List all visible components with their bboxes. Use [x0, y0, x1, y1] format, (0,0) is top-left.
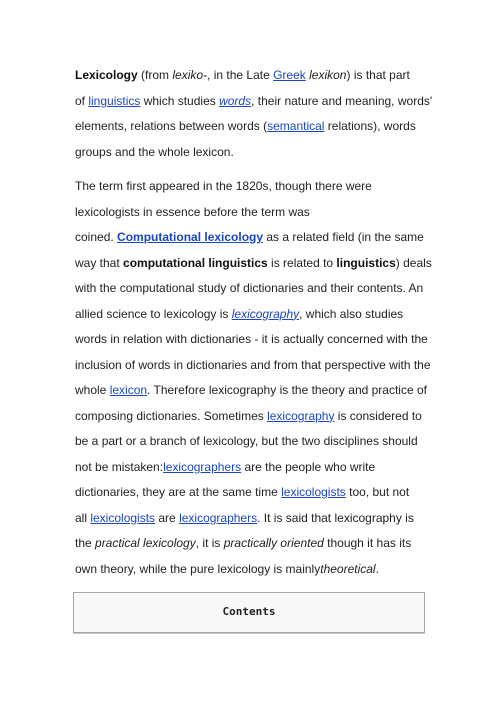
italic-practically-oriented: practically oriented — [223, 536, 324, 550]
text-span: is considered to — [334, 408, 422, 423]
link-lexicographers-2[interactable]: lexicographers — [179, 510, 258, 525]
text-span: , which also studies — [299, 306, 404, 321]
text-span: inclusion of words in dictionaries and from that perspective with the — [75, 357, 431, 372]
text-span: though it has its — [323, 536, 412, 550]
link-lexicography-text: lexicography — [231, 306, 300, 321]
text-span: as a related field (in the same — [263, 230, 424, 244]
text-span: relations), words — [324, 119, 416, 133]
text-span: groups and the whole lexicon. — [75, 144, 234, 159]
text-span: , their nature and meaning, words' — [251, 93, 433, 108]
term-lexicology: Lexicology — [75, 68, 138, 82]
text-span: ) is that part — [346, 68, 410, 82]
text-span: composing dictionaries. Sometimes — [75, 408, 268, 423]
text-span: , it is — [195, 536, 224, 550]
italic-practical-lexicology: practical lexicology — [95, 536, 196, 550]
text-span: words in relation with dictionaries - it is actually concerned with the — [75, 332, 428, 346]
text-span: is related to — [267, 255, 337, 270]
body-paragraph — [75, 174, 435, 582]
link-greek[interactable]: Greek — [273, 68, 306, 82]
text-span: coined. — [75, 230, 118, 244]
text-span: the — [75, 536, 96, 550]
term-computational-linguistics: computational linguistics — [123, 255, 268, 270]
text-span: are — [155, 510, 180, 525]
text-span: . It is said that lexicography is — [257, 510, 414, 525]
link-lexicography[interactable]: lexicography — [267, 408, 335, 423]
text-span: allied science to lexicology is — [75, 306, 232, 321]
etymology-term: lexiko- — [172, 68, 208, 82]
term-linguistics: linguistics — [336, 255, 396, 270]
text-span: , in the Late — [207, 68, 274, 82]
text-span: too, but not — [345, 485, 410, 499]
link-lexicologists[interactable]: lexicologists — [281, 485, 346, 499]
link-semantical[interactable]: semantical — [267, 119, 325, 133]
link-linguistics[interactable]: linguistics — [88, 93, 141, 108]
text-span: ) deals — [395, 255, 432, 270]
text-span: . Therefore lexicography is the theory and practice of — [147, 383, 427, 397]
text-span: with the computational study of dictionaries and their contents. An — [75, 281, 424, 295]
text-span: (from — [137, 68, 173, 82]
link-lexicography-italic[interactable] — [232, 307, 299, 321]
link-words-text: words — [219, 93, 252, 108]
contents-box — [73, 592, 425, 633]
link-lexicon[interactable]: lexicon — [109, 383, 148, 397]
text-span: elements, relations between words ( — [75, 119, 268, 133]
italic-theoretical: theoretical — [320, 561, 376, 576]
divider — [73, 633, 425, 634]
link-lexicographers[interactable]: lexicographers — [163, 459, 242, 474]
text-span: not be mistaken: — [75, 459, 164, 474]
link-computational-lexicology[interactable]: Computational lexicology — [117, 230, 264, 244]
link-lexicologists-2[interactable]: lexicologists — [90, 510, 156, 525]
intro-paragraph — [75, 63, 435, 165]
text-span: . — [375, 561, 379, 576]
contents-title: Contents — [222, 605, 276, 618]
text-span: are the people who write — [241, 459, 376, 474]
text-span: of — [75, 93, 89, 108]
text-span: way that — [75, 255, 124, 270]
text-span: which studies — [140, 93, 220, 108]
text-span: lexicologists in essence before the term was — [75, 204, 310, 219]
text-span: whole — [75, 383, 110, 397]
etymology-word: lexikon — [309, 68, 347, 82]
text-span: dictionaries, they are at the same time — [75, 485, 282, 499]
text-span: all — [75, 510, 91, 525]
text-span: The term first appeared in the 1820s, though there were — [75, 179, 372, 193]
text-span: own theory, while the pure lexicology is mainly — [75, 561, 321, 576]
text-span: be a part or a branch of lexicology, but the two disciplines should — [75, 434, 418, 448]
link-words[interactable] — [219, 94, 251, 108]
